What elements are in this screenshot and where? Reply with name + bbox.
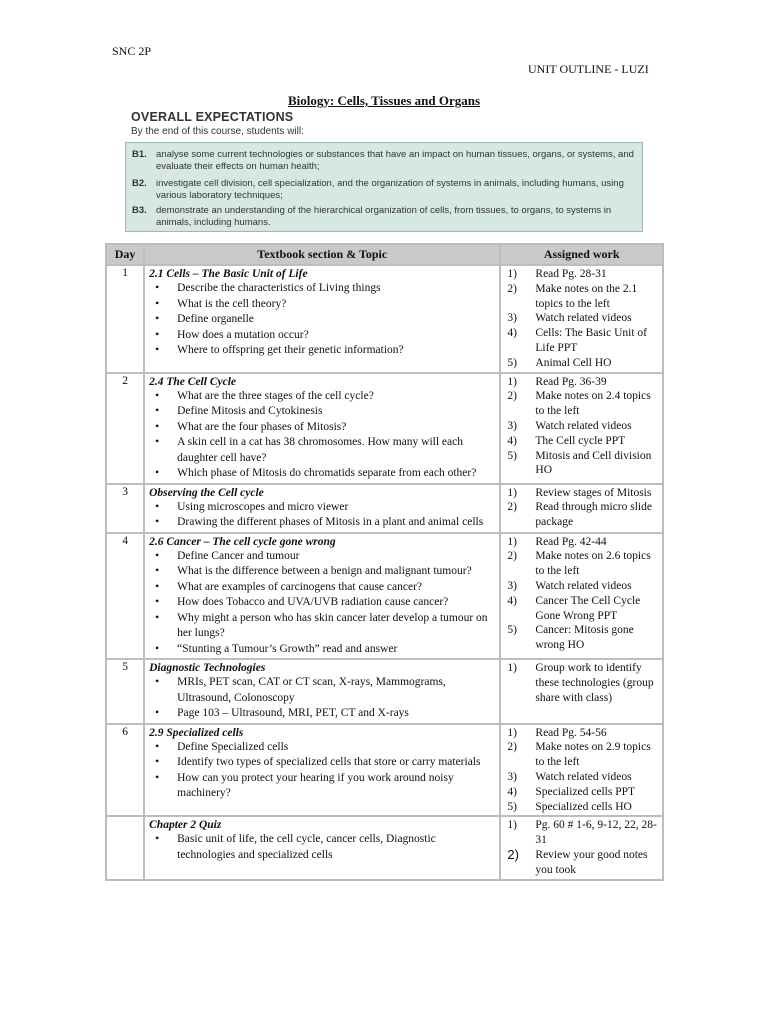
table-row (107, 725, 662, 816)
topic-title: 2.6 Cancer – The cell cycle gone wrong (149, 535, 336, 548)
topic-cell (145, 485, 499, 532)
expectation-text: analyse some current technologies or substances that have an impact on human tissues, organs, or systems, and evaluate their effects on human health; (156, 149, 634, 172)
expectation-b2 (132, 178, 637, 202)
work-item-text: Read Pg. 42-44 (535, 535, 607, 548)
assigned-work-cell (501, 374, 662, 483)
topic-question: • What are examples of carcinogens that cause cancer? (177, 580, 495, 596)
topic-question: • Using microscopes and micro viewer (177, 500, 495, 516)
work-item-text: The Cell cycle PPT (535, 434, 626, 447)
assigned-work-item (505, 770, 658, 785)
work-item-text: Mitosis and Cell division HO (535, 449, 652, 477)
day-column-header: Day (107, 245, 143, 264)
topic-question: • Define organelle (177, 312, 495, 328)
work-item-text: Watch related videos (535, 770, 632, 783)
work-item-number: 5) (507, 800, 517, 813)
work-item-text: Animal Cell HO (535, 356, 612, 369)
topic-question: • MRIs, PET scan, CAT or CT scan, X-rays, Mammograms, Ultrasound, Colonoscopy (177, 675, 495, 706)
topic-question: • Where to offspring get their genetic information? (177, 343, 495, 359)
work-item-number: 3) (507, 419, 517, 432)
assigned-work-item (505, 356, 658, 371)
work-item-number: 5) (507, 624, 517, 637)
work-item-number: 2) (507, 741, 517, 754)
work-item-number: 3) (507, 579, 517, 592)
assigned-work-cell (501, 485, 662, 532)
day-cell: 5 (107, 660, 143, 723)
topic-questions (149, 281, 495, 359)
expectation-text: investigate cell division, cell specialization, and the organization of systems in animals, including humans, using various laboratory techniques; (156, 178, 624, 201)
table-header-row (107, 245, 662, 264)
expectation-code: B1. (132, 149, 147, 160)
topic-questions (149, 740, 495, 802)
assigned-work-item (505, 848, 658, 878)
work-item-text: Specialized cells HO (535, 800, 632, 813)
assigned-work-item (505, 389, 658, 419)
work-item-number: 4) (507, 594, 517, 607)
assigned-work-item (505, 267, 658, 282)
overall-expectations-intro: By the end of this course, students will: (131, 126, 304, 137)
assigned-work-cell (501, 534, 662, 659)
topic-questions (149, 832, 495, 863)
assigned-work-item (505, 375, 658, 390)
assigned-work-item (505, 535, 658, 550)
topic-title: Diagnostic Technologies (149, 662, 266, 675)
topic-question: • What are the four phases of Mitosis? (177, 420, 495, 436)
work-item-text: Watch related videos (535, 419, 632, 432)
work-item-number: 3) (507, 312, 517, 325)
topic-question: • Basic unit of life, the cell cycle, cancer cells, Diagnostic technologies and specialized cells (177, 832, 495, 863)
topic-title: 2.1 Cells – The Basic Unit of Life (149, 268, 308, 280)
assigned-work-item (505, 449, 658, 479)
work-item-text: Read Pg. 28-31 (535, 268, 607, 280)
assigned-work-item (505, 661, 658, 705)
page-title (0, 93, 768, 109)
work-item-text: Group work to identify these technologies (group share with class) (535, 662, 654, 704)
topic-question: • Define Cancer and tumour (177, 549, 495, 565)
assigned-work-list (505, 535, 658, 653)
page-title-text: Biology: Cells, Tissues and Organs (287, 93, 481, 108)
work-item-text: Make notes on 2.4 topics to the left (535, 390, 651, 418)
topic-cell (145, 817, 499, 878)
assigned-work-list (505, 486, 658, 530)
work-item-text: Make notes on the 2.1 topics to the left (535, 282, 638, 310)
assigned-work-item (505, 594, 658, 624)
work-item-number: 1) (507, 819, 517, 832)
assigned-work-list (505, 267, 658, 371)
day-cell: 3 (107, 485, 143, 532)
work-item-text: Specialized cells PPT (535, 785, 636, 798)
topic-cell (145, 374, 499, 483)
work-item-text: Make notes on 2.6 topics to the left (535, 550, 651, 578)
work-item-number: 5) (507, 449, 517, 462)
table-row (107, 374, 662, 483)
topic-cell (145, 534, 499, 659)
overall-expectations-box (125, 142, 643, 232)
table-row (107, 485, 662, 532)
assigned-work-item (505, 800, 658, 815)
day-cell: 4 (107, 534, 143, 659)
topic-cell (145, 725, 499, 816)
table-row (107, 534, 662, 659)
unit-label: UNIT OUTLINE - LUZI (528, 62, 649, 76)
course-code: SNC 2P (112, 44, 152, 58)
work-item-number: 4) (507, 434, 517, 447)
topic-question: • How does a mutation occur? (177, 328, 495, 344)
topic-question: • What is the difference between a benign and malignant tumour? (177, 564, 495, 580)
assigned-work-cell (501, 660, 662, 723)
topic-question: • A skin cell in a cat has 38 chromosomes. How many will each daughter cell have? (177, 435, 495, 466)
assigned-work-item (505, 282, 658, 312)
assigned-work-item (505, 740, 658, 770)
topic-question: • Describe the characteristics of Living things (177, 281, 495, 297)
work-item-text: Cells: The Basic Unit of Life PPT (535, 327, 647, 354)
topic-cell (145, 660, 499, 723)
topic-question: • Identify two types of specialized cells that store or carry materials (177, 755, 495, 771)
work-item-number: 2) (507, 501, 517, 514)
work-item-text: Cancer: Mitosis gone wrong HO (535, 624, 634, 652)
table-row (107, 817, 662, 878)
topic-questions (149, 389, 495, 482)
work-item-text: Watch related videos (535, 312, 632, 325)
work-item-number: 1) (507, 375, 517, 388)
work-item-number: 5) (507, 356, 517, 369)
topic-question: • Why might a person who has skin cancer later develop a tumour on her lungs? (177, 611, 495, 642)
expectation-text: demonstrate an understanding of the hierarchical organization of cells, from tissues, to organs, to systems in animals, including humans. (156, 205, 612, 228)
assigned-work-item (505, 785, 658, 800)
topic-title: Chapter 2 Quiz (149, 819, 222, 832)
topic-title: 2.9 Specialized cells (149, 726, 244, 739)
topic-question: • Which phase of Mitosis do chromatids separate from each other? (177, 466, 495, 482)
topic-question: • How can you protect your hearing if you work around noisy machinery? (177, 771, 495, 802)
assigned-work-item (505, 818, 658, 848)
topic-question: • Page 103 – Ultrasound, MRI, PET, CT and X-rays (177, 706, 495, 722)
work-item-text: Pg. 60 # 1-6, 9-12, 22, 28-31 (535, 819, 657, 847)
assigned-work-list (505, 726, 658, 815)
work-item-number: 2) (507, 282, 517, 295)
work-item-number: 4) (507, 327, 517, 340)
work-item-number: 1) (507, 486, 517, 499)
assigned-work-item (505, 434, 658, 449)
expectation-b3 (132, 205, 637, 229)
table-body (107, 266, 662, 879)
work-item-text: Read Pg. 36-39 (535, 375, 607, 388)
work-item-number: 1) (507, 726, 517, 739)
assigned-work-item (505, 579, 658, 594)
work-item-number: 2) (507, 550, 517, 563)
work-item-number: 1) (507, 535, 517, 548)
day-cell: 6 (107, 725, 143, 816)
topic-question: • What are the three stages of the cell cycle? (177, 389, 495, 405)
work-item-text: Cancer The Cell Cycle Gone Wrong PPT (535, 594, 641, 622)
work-column-header: Assigned work (501, 245, 662, 264)
day-cell (107, 817, 143, 878)
topic-cell (145, 266, 499, 372)
table-row (107, 266, 662, 372)
assigned-work-cell (501, 725, 662, 816)
assigned-work-item (505, 419, 658, 434)
overall-expectations-heading: OVERALL EXPECTATIONS (131, 110, 294, 124)
assigned-work-cell (501, 817, 662, 878)
topic-questions (149, 549, 495, 658)
work-item-text: Make notes on 2.9 topics to the left (535, 741, 651, 769)
assigned-work-cell (501, 266, 662, 372)
assigned-work-list (505, 661, 658, 705)
topic-question: • Define Specialized cells (177, 740, 495, 756)
assigned-work-list (505, 375, 658, 479)
work-item-number: 2) (507, 390, 517, 403)
work-item-text: Watch related videos (535, 579, 632, 592)
work-item-text: Review stages of Mitosis (535, 486, 652, 499)
table-row (107, 660, 662, 723)
work-item-number: 4) (507, 785, 517, 798)
expectation-b1 (132, 149, 637, 173)
assigned-work-item (505, 500, 658, 530)
assigned-work-item (505, 486, 658, 501)
topic-question: • What is the cell theory? (177, 297, 495, 313)
day-cell: 2 (107, 374, 143, 483)
topic-question: • “Stunting a Tumour’s Growth” read and answer (177, 642, 495, 658)
topic-title: Observing the Cell cycle (149, 486, 264, 499)
work-item-text: Read Pg. 54-56 (535, 726, 607, 739)
work-item-number: 3) (507, 770, 517, 783)
work-item-text: Review your good notes you took (535, 848, 648, 876)
expectation-code: B3. (132, 205, 147, 216)
assigned-work-item (505, 311, 658, 326)
topic-questions (149, 675, 495, 722)
topic-question: • How does Tobacco and UVA/UVB radiation cause cancer? (177, 595, 495, 611)
topic-column-header: Textbook section & Topic (145, 245, 499, 264)
assigned-work-item (505, 326, 658, 356)
topic-title: 2.4 The Cell Cycle (149, 375, 236, 388)
assigned-work-item (505, 726, 658, 741)
day-cell: 1 (107, 266, 143, 372)
work-item-number: 1) (507, 662, 517, 675)
topic-question: • Drawing the different phases of Mitosis in a plant and animal cells (177, 515, 495, 531)
assigned-work-item (505, 549, 658, 579)
work-item-number: 1) (507, 268, 517, 280)
unit-outline-table (105, 243, 664, 881)
topic-questions (149, 500, 495, 531)
assigned-work-item (505, 623, 658, 653)
work-item-text: Read through micro slide package (535, 501, 652, 529)
topic-question: • Define Mitosis and Cytokinesis (177, 404, 495, 420)
work-item-number: 2) (507, 846, 519, 862)
expectation-code: B2. (132, 178, 147, 189)
assigned-work-list (505, 818, 658, 877)
